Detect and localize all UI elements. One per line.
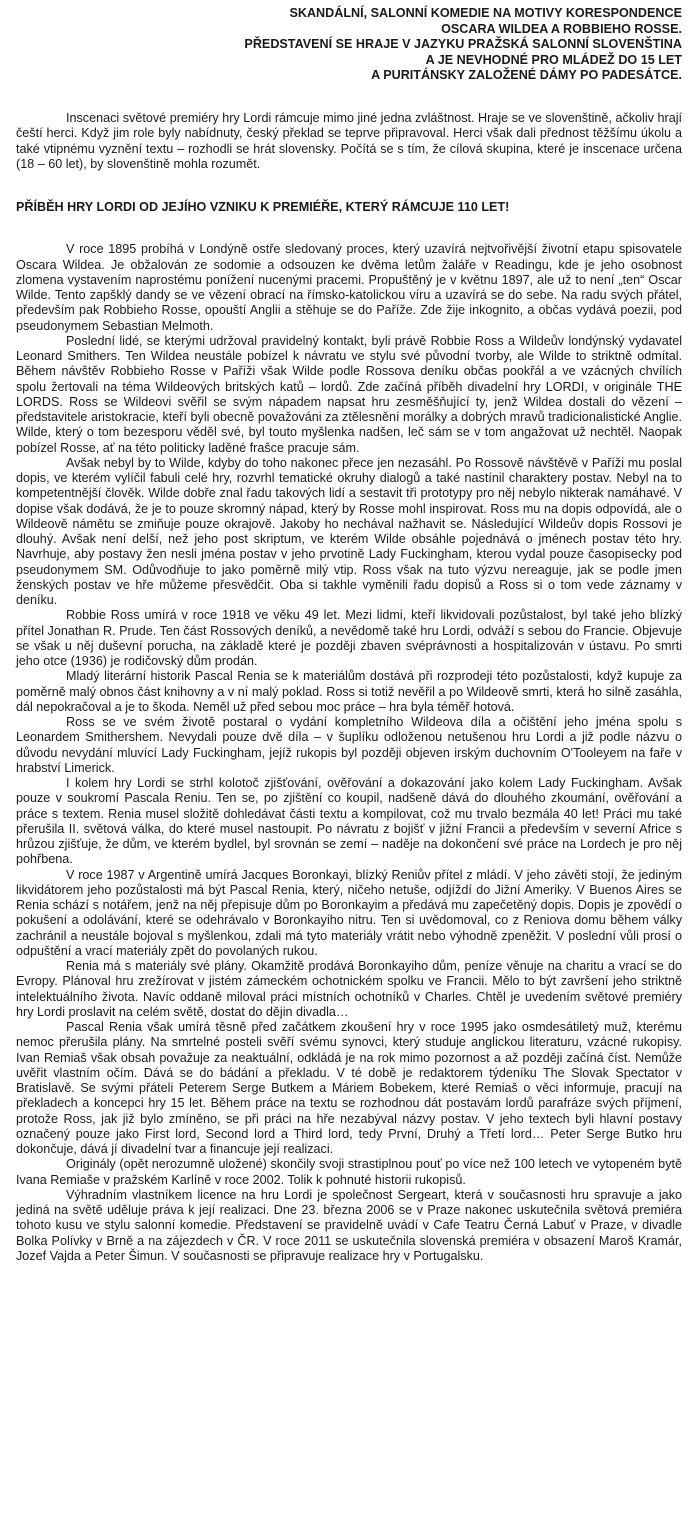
header-line: OSCARA WILDEA A ROBBIEHO ROSSE. xyxy=(441,21,682,36)
story-paragraph: I kolem hry Lordi se strhl kolotoč zjišťování, ověřování a dokazování jako kolem Lady Fuckingham. Avšak pouze v soukromí Pascala Reniu. Ten se, po zjištění co koupil, nadšeně dává do dlouhého zkoumání, ověřování a práce s textem. Renia musel složitě dohledávat části textu a kompilovat, což mu trvalo bezmála 40 let! Práci mu také přerušila II. světová válka, do které musel nastoupit. Po návratu z bojišť v jižní Francii a především v severní Africe s hrůzou zjišťuje, že dům, ve kterém bydlel, byl srovnán se zemí – naděje na dokončení své práce na Lordech je pro něj pohřbena. xyxy=(16,776,682,867)
story-paragraph: V roce 1987 v Argentině umírá Jacques Boronkayi, blízký Reniův přítel z mládí. V jeho závěti stojí, že jediným likvidátorem jeho pozůstalosti má být Pascal Renia, který, ničeho netuše, odjíždí do Jižní Ameriky. V Buenos Aires se Renia schází s notářem, jenž na něj přepisuje dům po Boronkayim a předává mu zapečetěný dopis. Dopis je zpovědí o pokušení a odolávání, které se odehrávalo v Boronkayiho nitru. Ten si uvědomoval, co z Reniova domu během války zachránil a neustále bojoval s myšlenkou, zdali má tyto materiály vrátit nebo výhodně zpeněžit. V poslední vůli prosí o odpuštění a vrací materiály zpět do povolaných rukou. xyxy=(16,867,682,958)
document-header xyxy=(16,6,682,84)
header-line: A PURITÁNSKY ZALOŽENÉ DÁMY PO PADESÁTCE. xyxy=(371,68,682,83)
story-paragraph: Pascal Renia však umírá těsně před začátkem zkoušení hry v roce 1995 jako osmdesátiletý muž, kterému nemoc přerušila plány. Na smrtelné posteli svěří svému synovci, který studuje anglickou literaturu, vzácné rukopisy. Ivan Remiaš však obsah považuje za neaktuální, odkládá je na rok mimo pozornost a až později začíná číst. Nemůže uvěřit vlastním očím. Dává se do bádání a překladu. V té době je redaktorem týdeníku The Slovak Spectator v Bratislavě. Se svými přáteli Peterem Serge Butkem a Máriem Bobekem, které Remiaš o věci informuje, pracují na překladech a koncepci hry 15 let. Během práce na textu se rozhodnou dát postavám lordů parafráze svých příjmení, protože Ross, jak již bylo zmíněno, se při práci na hře nezabýval názvy postav. V jeho textech byli hlavní postavy označený pouze jako First lord, Second lord a Third lord, tedy První, Druhý a Třetí lord… Peter Serge Butko hru dokončuje, dává jí divadelní tvar a financuje její realizaci. xyxy=(16,1020,682,1157)
story-body xyxy=(16,242,682,1264)
story-paragraph: V roce 1895 probíhá v Londýně ostře sledovaný proces, který uzavírá nejtvořivější životní etapu spisovatele Oscara Wildea. Je obžalován ze sodomie a odsouzen ke dvěma letům žaláře v Readingu, kde je jeho osobnost zlomena vystavením naprostému ponížení nucenými pracemi. Propuštěný je v květnu 1897, ale už to není „ten“ Oscar Wilde. Tento zapšklý dandy se ve vězení obrací na římsko-katolickou víru a uzavírá se do sebe. Na radu svých přátel, především pak Robbieho Rosse, opouští Anglii a stěhuje se do Paříže. Zde žije inkognito, a občas vydává poezii, pod pseudonymem Sebastian Melmoth. xyxy=(16,242,682,333)
intro-paragraph: Inscenaci světové premiéry hry Lordi rámcuje mimo jiné jedna zvláštnost. Hraje se ve slovenštině, ačkoliv hrají čeští herci. Když jim role byly nabídnuty, český překlad se teprve připravoval. Herci však dali přednost těžšímu úkolu a také vtipnému vyznění textu – rozhodli se hrát slovensky. Počítá se s tím, že cílová skupina, které je inscenace určena (18 – 60 let), by slovenštině mohla rozumět. xyxy=(16,110,682,172)
story-paragraph: Robbie Ross umírá v roce 1918 ve věku 49 let. Mezi lidmi, kteří likvidovali pozůstalost, byl také jeho blízký přítel Jonathan R. Prude. Ten část Rossových deníků, a nevědomě také hru Lordi, odváží s sebou do Francie. Objevuje se však u něj duševní porucha, na základě které je později zbaven svéprávnosti a hospitalizován v ústavu. Po smrti jeho otce (1936) je rodičovský dům prodán. xyxy=(16,608,682,669)
story-paragraph: Ross se ve svém životě postaral o vydání kompletního Wildeova díla a očištění jeho jména spolu s Leonardem Smithershem. Nevydali pouze dvě díla – v šuplíku odloženou netušenou hru Lordi a již podle názvu o důvodu nevydání mluvící Lady Fuckingham, jejíž rukopis byl později objeven irským duchovním O'Tooleyem na faře v hrabství Limerick. xyxy=(16,715,682,775)
section-heading: PŘÍBĚH HRY LORDI OD JEJÍHO VZNIKU K PREMIÉŘE, KTERÝ RÁMCUJE 110 LET! xyxy=(16,199,510,214)
story-paragraph: Avšak nebyl by to Wilde, kdyby do toho nakonec přece jen nezasáhl. Po Rossově návštěvě v Paříži mu poslal dopis, ve kterém vylíčil fabuli celé hry, rozvrhl tematické okruhy dialogů a také nastínil charaktery postav. Nebyl na to kompetentnější člověk. Wilde dobře znal řadu takových lidí a sestavit tři prototypy pro něj nebylo nikterak namáhavé. V dopise však dodává, že je to pouze skromný nápad, který by Rosse mohl inspirovat. Ross mu na dopis odpovídá, ale o Wildeově námětu se zmiňuje pouze okrajově. Jakoby ho nechával nažhavit se. Následující Wildeův dopis Rossovi je dlouhý. Avšak není delší, než jeho post skriptum, ve kterém Wilde obsáhle pojednává o jménech postav této hry. Navrhuje, aby postavy žen nesli jména postav v jeho prvotině Lady Fuckingham, kterou vydal pouze časopisecky pod pseudonymem SM. Odůvodňuje to jako poměrně milý vtip. Ross však na tuto výzvu nereaguje, jak se podle jmen ženských postav ve hře můžeme přesvědčit. Oba si takhle vyměnili řadu dopisů a Ross si o tom vede záznamy v deníku. xyxy=(16,455,682,608)
header-line: PŘEDSTAVENÍ SE HRAJE V JAZYKU PRAŽSKÁ SALONNÍ SLOVENŠTINA xyxy=(244,37,682,52)
story-paragraph: Renia má s materiály své plány. Okamžitě prodává Boronkayiho dům, peníze věnuje na charitu a vrací se do Evropy. Plánoval hru zrežírovat v jistém zámeckém ochotnickém spolku ve Francii. Mělo to být završení jeho striktně intelektuálního života. Navíc oddaně miloval práci místních ochotníků v Charles. Chtěl je uvedením světové premiéry hry Lordi proslavit na celém světě, dostat do dějin divadla… xyxy=(16,959,682,1019)
header-line: SKANDÁLNÍ, SALONNÍ KOMEDIE NA MOTIVY KORESPONDENCE xyxy=(289,6,682,20)
header-line: A JE NEVHODNÉ PRO MLÁDEŽ DO 15 LET xyxy=(425,52,682,67)
story-paragraph: Originály (opět nerozumně uložené) skončily svoji strastiplnou pouť po více než 100 letech ve vytopeném bytě Ivana Remiaše v pražském Karlíně v roce 2002. Tolik k pohnuté historii rukopisů. xyxy=(16,1157,682,1187)
story-paragraph: Poslední lidé, se kterými udržoval pravidelný kontakt, byli právě Robbie Ross a Wildeův londýnský vydavatel Leonard Smithers. Ten Wildea neustále pobízel k návratu ve stylu své původní tvorby, ale Wilde to striktně odmítal. Během návštěv Robbieho Rosse v Paříži však Wilde podle Rossova deníku občas pookřál a ve vzácných chvílích spolu žertovali na téma Wildeových britských katů – lordů. Zde začíná příběh divadelní hry LORDI, v originále THE LORDS. Ross se Wildeovi svěřil se svým nápadem napsat hru zesměšňující ty, jenž Wildea dostali do vězení – představitele aristokracie, kteří byli obecně považováni za ztělesnění morálky a dobrých mravů tradicionalistické Anglie. Wilde, který o tom bezesporu věděl své, byl touto myšlenka nadšen, leč sám se v tom angažovat už nechtěl. Naopak pobízel Rosse, ať na této politicky laděné frašce pracuje sám. xyxy=(16,333,682,455)
story-paragraph: Výhradním vlastníkem licence na hru Lordi je společnost Sergeart, která v současnosti hru spravuje a jako jediná na světě uděluje práva k její realizaci. Dne 23. března 2006 se v Praze nakonec uskutečnila světová premiéra tohoto kusu ve stylu salonní komedie. Představení se pravidelně uvádí v Cafe Teatru Černá Labuť v Praze, v divadle Bolka Polívky v Brně a na zájezdech v ČR. V roce 2011 se uskutečnila slovenská premiéra v obsazení Maroš Kramár, Jozef Vajda a Peter Šimun. V současnosti se připravuje realizace hry v Portugalsku. xyxy=(16,1187,682,1263)
story-paragraph: Mladý literární historik Pascal Renia se k materiálům dostává při rozprodeji této pozůstalosti, když kupuje za poměrně malý obnos část knihovny a v ní malý poklad. Ross si totiž nevěřil a po Wildeově smrti, která ho silně zasáhla, dál nepokračoval a je to škoda. Neměl už před sebou moc práce – hra byla téměř hotová. xyxy=(16,669,682,714)
